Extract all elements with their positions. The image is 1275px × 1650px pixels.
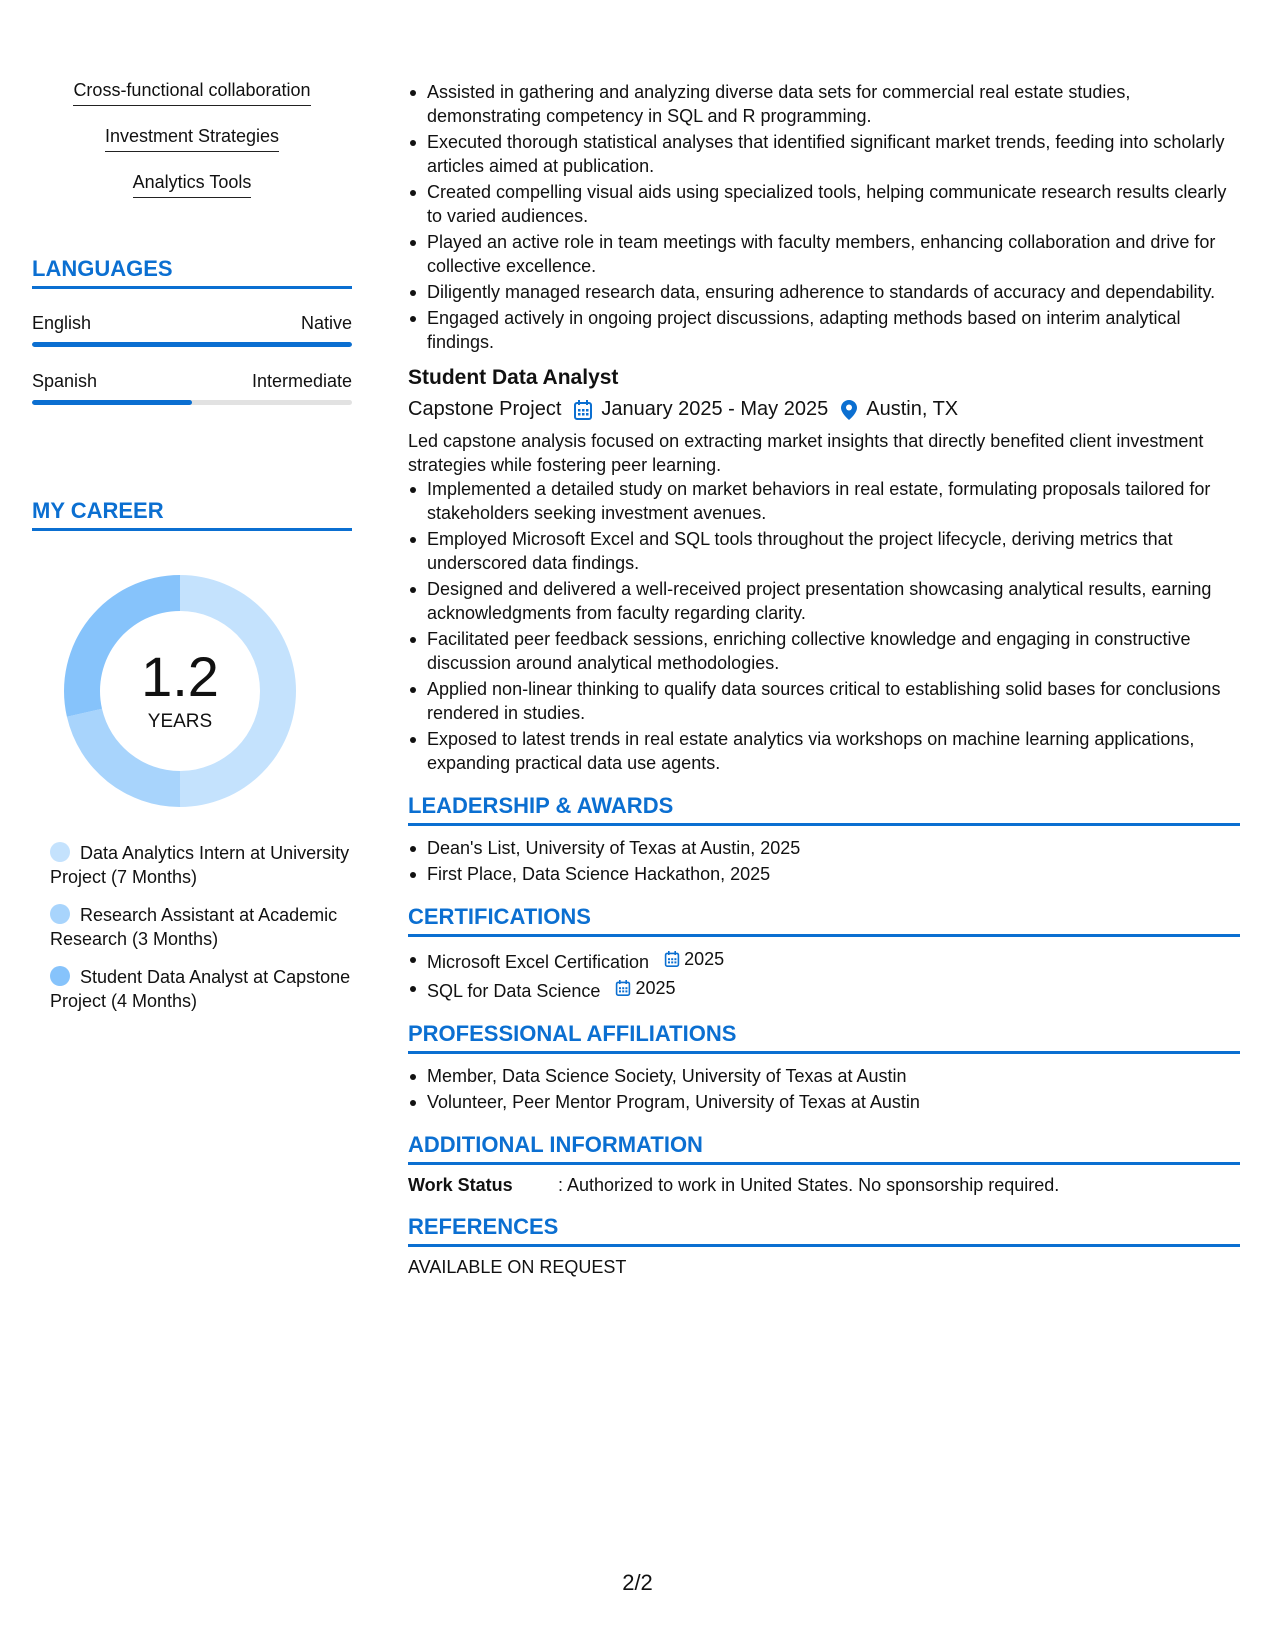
bullet-item: Employed Microsoft Excel and SQL tools throughout the project lifecycle, deriving metrics that underscored data findings.: [408, 527, 1240, 575]
bullet-item: Volunteer, Peer Mentor Program, University of Texas at Austin: [408, 1090, 1240, 1114]
certification-name: SQL for Data Science: [427, 981, 601, 1001]
legend-dot-icon: [50, 904, 70, 924]
left-column: [32, 80, 352, 1011]
bullet-item: Assisted in gathering and analyzing diverse data sets for commercial real estate studies, demonstrating competency in SQL and R programming.: [408, 80, 1240, 128]
language-bar-fill: [32, 400, 192, 405]
certification-year: 2025: [635, 978, 676, 998]
job-meta: [408, 398, 1240, 421]
bullet-item: Diligently managed research data, ensuring adherence to standards of accuracy and dependability.: [408, 280, 1240, 304]
bullet-item: Executed thorough statistical analyses that identified significant market trends, feeding into scholarly articles aimed at publication.: [408, 130, 1240, 178]
language-bar: [32, 400, 352, 405]
career-donut-chart: [64, 575, 296, 807]
certification-item: [408, 947, 1240, 974]
career-unit: YEARS: [147, 711, 213, 732]
language-name: Spanish: [32, 371, 98, 391]
experience-bullets: [408, 80, 1240, 354]
affiliations-list: [408, 1064, 1240, 1114]
career-total: 1.2: [141, 645, 219, 708]
legend-label: Data Analytics Intern at University Project (7 Months): [50, 843, 350, 887]
bullet-item: Facilitated peer feedback sessions, enriching collective knowledge and engaging in constructive discussion around analytical methodologies.: [408, 627, 1240, 675]
job-title: Student Data Analyst: [408, 366, 619, 389]
leadership-heading: LEADERSHIP & AWARDS: [408, 793, 1240, 826]
leadership-list: [408, 836, 1240, 886]
language-item: [32, 313, 352, 347]
career-section: [32, 498, 352, 1027]
job-dates: January 2025 - May 2025: [601, 398, 829, 420]
legend-item: [50, 903, 352, 951]
bullet-item: Engaged actively in ongoing project discussions, adapting methods based on interim analytical findings.: [408, 306, 1240, 354]
skills-list: [32, 80, 352, 198]
location-pin-icon: [840, 399, 858, 421]
languages-heading: LANGUAGES: [32, 256, 352, 289]
skill-item: [32, 172, 352, 198]
bullet-item: Dean's List, University of Texas at Austin, 2025: [408, 836, 1240, 860]
work-status-label: Work Status: [408, 1175, 513, 1195]
legend-item: [50, 965, 352, 1013]
certification-item: [408, 976, 1240, 1003]
references-heading: REFERENCES: [408, 1214, 1240, 1247]
skill-item: [32, 126, 352, 152]
bullet-item: Played an active role in team meetings with faculty members, enhancing collaboration and drive for collective excellence.: [408, 230, 1240, 278]
language-level: Native: [300, 313, 352, 333]
languages-section: [32, 256, 352, 405]
skill-label: Cross-functional collaboration: [73, 80, 310, 106]
page-number: 2/2: [622, 1570, 653, 1595]
calendar-icon: [664, 950, 680, 968]
bullet-item: Implemented a detailed study on market behaviors in real estate, formulating proposals tailored for stakeholders seeking investment avenues.: [408, 477, 1240, 525]
calendar-icon: [573, 399, 593, 421]
calendar-icon: [615, 979, 631, 997]
skill-label: Analytics Tools: [133, 172, 252, 198]
affiliations-heading: PROFESSIONAL AFFILIATIONS: [408, 1021, 1240, 1054]
job-bullets: [408, 477, 1240, 775]
bullet-item: Member, Data Science Society, University of Texas at Austin: [408, 1064, 1240, 1088]
bullet-item: Created compelling visual aids using specialized tools, helping communicate research results clearly to varied audiences.: [408, 180, 1240, 228]
references-text: AVAILABLE ON REQUEST: [408, 1257, 627, 1277]
job-summary: Led capstone analysis focused on extracting market insights that directly benefited client investment strategies while fostering peer learning.: [408, 431, 1204, 475]
work-status-value: : Authorized to work in United States. No sponsorship required.: [558, 1175, 1060, 1195]
language-bar: [32, 342, 352, 347]
language-level: Intermediate: [251, 371, 352, 391]
bullet-item: First Place, Data Science Hackathon, 2025: [408, 862, 1240, 886]
bullet-item: Designed and delivered a well-received project presentation showcasing analytical results, earning acknowledgments from faculty regarding clarity.: [408, 577, 1240, 625]
career-heading: MY CAREER: [32, 498, 352, 531]
legend-item: [50, 841, 352, 889]
work-status-row: [408, 1175, 1240, 1196]
skill-label: Investment Strategies: [105, 126, 279, 152]
certifications-list: [408, 947, 1240, 1003]
legend-dot-icon: [50, 842, 70, 862]
legend-label: Research Assistant at Academic Research (3 Months): [50, 905, 338, 949]
legend-dot-icon: [50, 966, 70, 986]
bullet-item: Exposed to latest trends in real estate analytics via workshops on machine learning applications, expanding practical data use agents.: [408, 727, 1240, 775]
language-bar-fill: [32, 342, 352, 347]
legend-label: Student Data Analyst at Capstone Project (4 Months): [50, 967, 351, 1011]
additional-info-heading: ADDITIONAL INFORMATION: [408, 1132, 1240, 1165]
job-location: Austin, TX: [866, 398, 959, 420]
certifications-heading: CERTIFICATIONS: [408, 904, 1240, 937]
language-name: English: [32, 313, 92, 333]
job-company: Capstone Project: [408, 398, 562, 420]
right-column: [408, 80, 1240, 1278]
skill-item: [32, 80, 352, 106]
certification-name: Microsoft Excel Certification: [427, 952, 650, 972]
bullet-item: Applied non-linear thinking to qualify data sources critical to establishing solid bases for conclusions rendered in studies.: [408, 677, 1240, 725]
career-legend: [32, 841, 352, 1013]
language-item: [32, 371, 352, 405]
certification-year: 2025: [684, 949, 725, 969]
